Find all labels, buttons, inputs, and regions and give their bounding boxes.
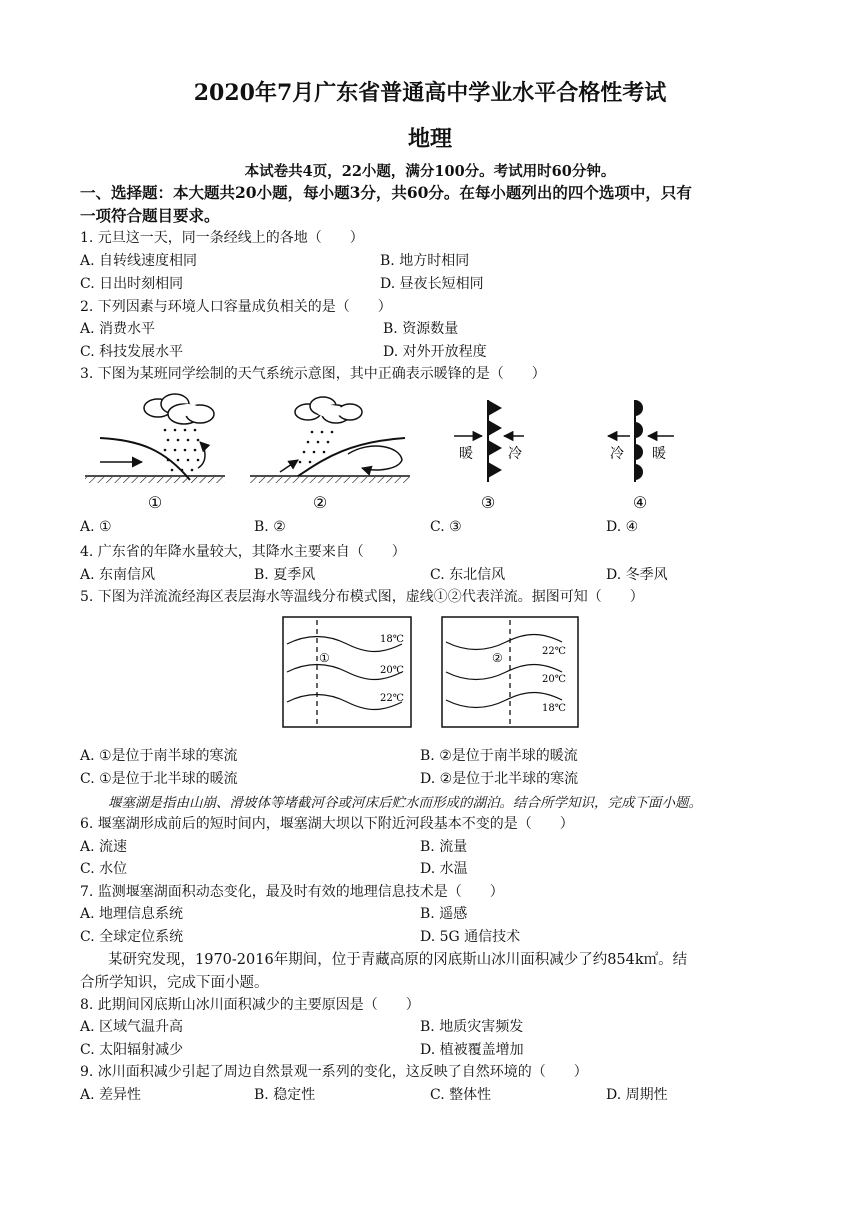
subject-title: 地理 xyxy=(407,126,452,152)
q1-option-b: B. 地方时相同 xyxy=(380,253,470,269)
q6-option-d: D. 水温 xyxy=(420,861,468,877)
question-7-stem: 7. 监测堰塞湖面积动态变化，最及时有效的地理信息技术是（ ） xyxy=(80,884,504,900)
panel-label-2: ② xyxy=(312,493,328,512)
q7-option-b: B. 遥感 xyxy=(420,906,468,922)
q8-option-c: C. 太阳辐射减少 xyxy=(80,1042,184,1058)
isotherm-label: 22℃ xyxy=(380,693,404,704)
q5-option-b: B. ②是位于南半球的暖流 xyxy=(420,748,578,764)
question-9-stem: 9. 冰川面积减少引起了周边自然景观一系列的变化，这反映了自然环境的（ ） xyxy=(80,1064,588,1080)
q3-option-d: D. ④ xyxy=(606,519,639,535)
isotherm-panel-2 xyxy=(442,617,578,727)
q5-option-a: A. ①是位于南半球的寒流 xyxy=(80,748,238,764)
q5-option-d: D. ②是位于北半球的寒流 xyxy=(420,771,579,787)
weather-front-diagram xyxy=(80,390,700,515)
q6-option-a: A. 流速 xyxy=(80,839,128,855)
question-3-stem: 3. 下图为某班同学绘制的天气系统示意图，其中正确表示暖锋的是（ ） xyxy=(80,366,546,382)
q3-option-b: B. ② xyxy=(254,519,286,535)
q8-option-a: A. 区域气温升高 xyxy=(80,1019,184,1035)
exam-title: 2020年7月广东省普通高中学业水平合格性考试 xyxy=(193,80,667,106)
q4-option-c: C. 东北信风 xyxy=(430,567,506,583)
isotherm-label: 18℃ xyxy=(380,634,404,645)
q7-option-d: D. 5G 通信技术 xyxy=(420,929,521,945)
isotherm-label: 22℃ xyxy=(542,646,566,657)
q2-option-a: A. 消费水平 xyxy=(80,321,156,337)
intro-passage-6-7: 堰塞湖是指由山崩、滑坡体等堵截河谷或河床后贮水而形成的湖泊。结合所学知识，完成下面小题。 xyxy=(108,795,702,811)
section-heading-line1: 一、选择题：本大题共20小题，每小题3分，共60分。在每小题列出的四个选项中，只有 xyxy=(80,183,692,202)
isotherm-panel-1 xyxy=(283,617,411,727)
q3-option-c: C. ③ xyxy=(430,519,462,535)
q1-option-c: C. 日出时刻相同 xyxy=(80,276,184,292)
intro-passage-8-9-line2: 合所学知识，完成下面小题。 xyxy=(80,975,269,991)
isotherm-label: 20℃ xyxy=(380,665,404,676)
question-5-stem: 5. 下图为洋流流经海区表层海水等温线分布模式图，虚线①②代表洋流。据图可知（ ） xyxy=(80,589,644,605)
question-1-stem: 1. 元旦这一天，同一条经线上的各地（ ） xyxy=(80,230,364,246)
front-panel-1 xyxy=(85,394,225,483)
warm-label: 暖 xyxy=(652,446,666,462)
front-panel-3 xyxy=(454,400,524,482)
q4-option-b: B. 夏季风 xyxy=(254,567,316,583)
q9-option-b: B. 稳定性 xyxy=(254,1087,316,1103)
q1-option-a: A. 自转线速度相同 xyxy=(80,253,198,269)
panel-label-4: ④ xyxy=(632,493,648,512)
panel-label-1: ① xyxy=(147,493,163,512)
rain-dots xyxy=(164,429,200,472)
warm-label: 暖 xyxy=(459,446,473,462)
q2-option-b: B. 资源数量 xyxy=(383,321,459,337)
exam-info: 本试卷共4页，22小题，满分100分。考试用时60分钟。 xyxy=(244,163,616,180)
current-marker-1: ① xyxy=(319,651,330,665)
question-4-stem: 4. 广东省的年降水量较大，其降水主要来自（ ） xyxy=(80,544,406,560)
q2-option-c: C. 科技发展水平 xyxy=(80,344,184,360)
ocean-current-diagram xyxy=(282,616,582,731)
q6-option-b: B. 流量 xyxy=(420,839,468,855)
panel-label-3: ③ xyxy=(480,493,496,512)
q3-option-a: A. ① xyxy=(80,519,112,535)
question-8-stem: 8. 此期间冈底斯山冰川面积减少的主要原因是（ ） xyxy=(80,997,420,1013)
q7-option-a: A. 地理信息系统 xyxy=(80,906,184,922)
cloud-icon xyxy=(144,394,214,424)
q9-option-c: C. 整体性 xyxy=(430,1087,492,1103)
q4-option-d: D. 冬季风 xyxy=(606,567,668,583)
cloud-icon xyxy=(295,397,362,423)
q2-option-d: D. 对外开放程度 xyxy=(383,344,487,360)
q4-option-a: A. 东南信风 xyxy=(80,567,156,583)
section-heading-line2: 一项符合题目要求。 xyxy=(80,206,220,225)
intro-passage-8-9-line1: 某研究发现，1970-2016年期间，位于青藏高原的冈底斯山冰川面积减少了约854k㎡。结 xyxy=(108,952,688,968)
front-panel-4 xyxy=(608,400,674,482)
q6-option-c: C. 水位 xyxy=(80,861,128,877)
isotherm-label: 18℃ xyxy=(542,703,566,714)
q8-option-b: B. 地质灾害频发 xyxy=(420,1019,524,1035)
q8-option-d: D. 植被覆盖增加 xyxy=(420,1042,524,1058)
question-6-stem: 6. 堰塞湖形成前后的短时间内，堰塞湖大坝以下附近河段基本不变的是（ ） xyxy=(80,816,574,832)
q9-option-a: A. 差异性 xyxy=(80,1087,142,1103)
front-panel-2 xyxy=(250,397,410,483)
cold-label: 冷 xyxy=(508,446,522,462)
q1-option-d: D. 昼夜长短相同 xyxy=(380,276,484,292)
isotherm-label: 20℃ xyxy=(542,674,566,685)
question-2-stem: 2. 下列因素与环境人口容量成负相关的是（ ） xyxy=(80,299,392,315)
cold-label: 冷 xyxy=(610,446,624,462)
q9-option-d: D. 周期性 xyxy=(606,1087,668,1103)
current-marker-2: ② xyxy=(492,651,503,665)
q7-option-c: C. 全球定位系统 xyxy=(80,929,184,945)
q5-option-c: C. ①是位于北半球的暖流 xyxy=(80,771,238,787)
